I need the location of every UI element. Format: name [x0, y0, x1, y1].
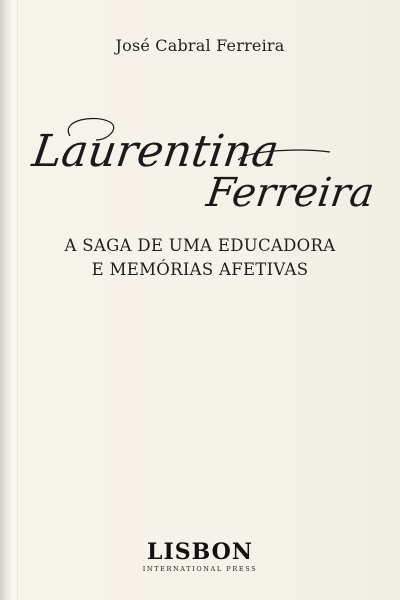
spine-line [17, 0, 18, 600]
publisher-logo [0, 540, 400, 574]
publisher-name: LISBON [147, 539, 253, 565]
subtitle-line-2: E MEMÓRIAS AFETIVAS [91, 260, 309, 279]
subtitle [0, 234, 400, 282]
spine-shadow [0, 0, 18, 600]
title-line-2: Ferreira [203, 170, 378, 216]
author-name: José Cabral Ferreira [115, 36, 285, 55]
publisher-tagline: INTERNATIONAL PRESS [142, 565, 258, 573]
book-title [0, 100, 400, 230]
title-line-1: Laurentina [29, 126, 282, 177]
subtitle-line-1: A SAGA DE UMA EDUCADORA [64, 236, 336, 255]
